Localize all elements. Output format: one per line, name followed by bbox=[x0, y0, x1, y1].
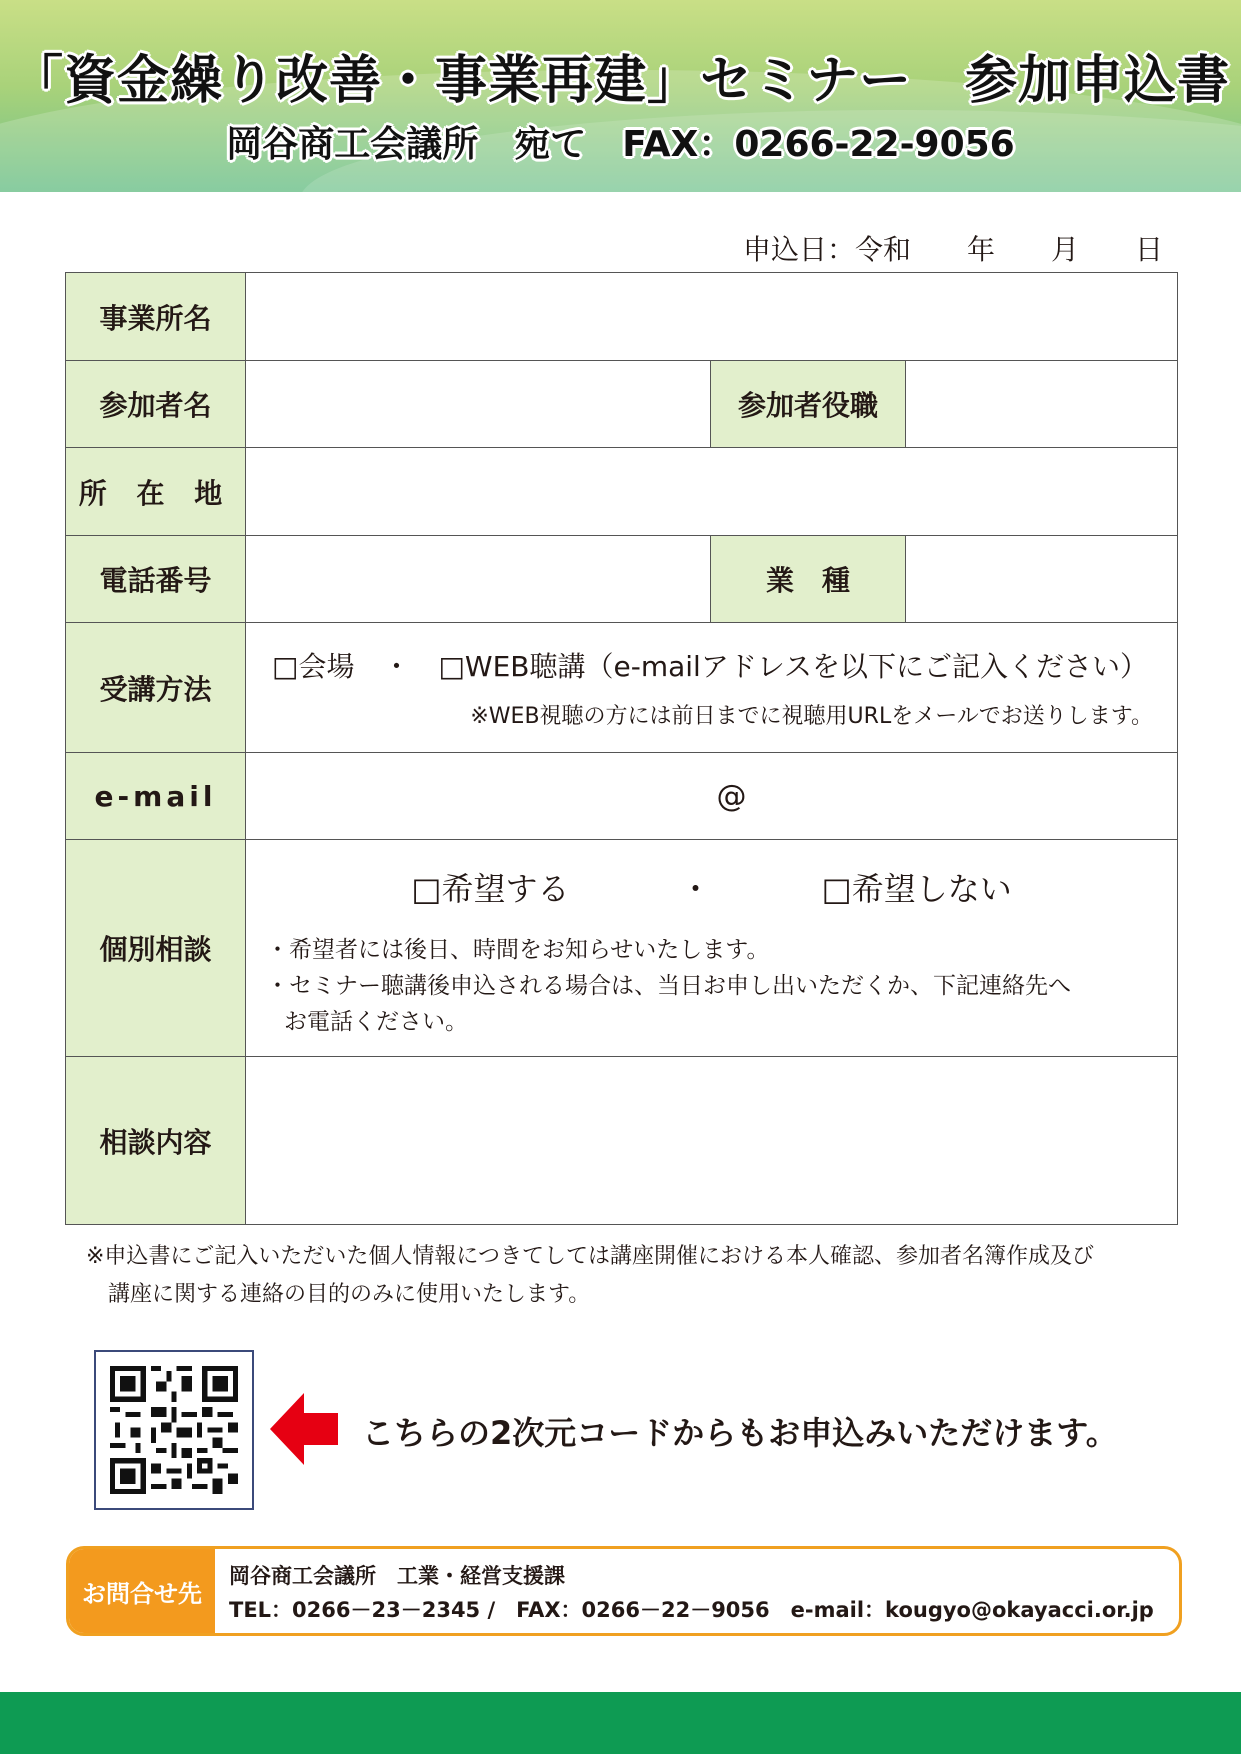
form-row bbox=[66, 753, 1178, 840]
phone-label: 電話番号 bbox=[66, 536, 246, 623]
address-label: 所 在 地 bbox=[66, 448, 246, 536]
method-field[interactable] bbox=[246, 623, 1178, 753]
form-row bbox=[66, 273, 1178, 361]
contact-tag: お問合せ先 bbox=[69, 1549, 215, 1633]
page-title: 「資金繰り改善・事業再建」セミナー 参加申込書 bbox=[10, 51, 1230, 111]
consult-yes-checkbox[interactable]: □希望する bbox=[411, 870, 570, 908]
participant-title-label: 参加者役職 bbox=[711, 361, 906, 448]
form-row bbox=[66, 623, 1178, 753]
application-form bbox=[65, 272, 1178, 1225]
email-field[interactable] bbox=[246, 753, 1178, 840]
form-row bbox=[66, 448, 1178, 536]
contact-info bbox=[215, 1549, 1168, 1633]
consult-content-field[interactable] bbox=[246, 1057, 1178, 1225]
consult-label: 個別相談 bbox=[66, 840, 246, 1057]
consult-no-checkbox[interactable]: □希望しない bbox=[821, 870, 1012, 908]
left-arrow-icon bbox=[270, 1393, 338, 1465]
header-banner bbox=[0, 0, 1241, 192]
office-name-field[interactable] bbox=[246, 273, 1178, 361]
email-label: e-mail bbox=[66, 753, 246, 840]
contact-details: TEL：0266－23－2345 / FAX：0266－22－9056 e-mail：kougyo@okayacci.or.jp bbox=[229, 1598, 1154, 1622]
office-name-label: 事業所名 bbox=[66, 273, 246, 361]
industry-field[interactable] bbox=[906, 536, 1178, 623]
contact-box bbox=[66, 1546, 1182, 1636]
footer-bar bbox=[0, 1692, 1241, 1754]
participant-name-label: 参加者名 bbox=[66, 361, 246, 448]
phone-field[interactable] bbox=[246, 536, 711, 623]
form-row bbox=[66, 536, 1178, 623]
consult-note: ・セミナー聴講後申込される場合は、当日お申し出いただくか、下記連絡先へ bbox=[266, 973, 1071, 999]
industry-label: 業 種 bbox=[711, 536, 906, 623]
qr-code-icon[interactable] bbox=[94, 1350, 254, 1510]
method-label: 受講方法 bbox=[66, 623, 246, 753]
consult-note: ・希望者には後日、時間をお知らせいたします。 bbox=[266, 937, 770, 963]
qr-instruction: こちらの2次元コードからもお申込みいただけます。 bbox=[362, 1414, 1118, 1452]
method-options[interactable]: □会場 ・ □WEB聴講（e-mailアドレスを以下にご記入ください） bbox=[272, 650, 1148, 683]
page-subtitle: 岡谷商工会議所 宛て FAX：0266-22-9056 bbox=[226, 124, 1015, 165]
consult-note: お電話ください。 bbox=[284, 1009, 468, 1035]
form-row bbox=[66, 840, 1178, 1057]
date-prefix: 申込日：令和 bbox=[742, 233, 911, 266]
participant-name-field[interactable] bbox=[246, 361, 711, 448]
consult-options bbox=[246, 864, 1177, 910]
method-note: ※WEB視聴の方には前日までに視聴用URLをメールでお送りします。 bbox=[470, 704, 1154, 729]
participant-title-field[interactable] bbox=[906, 361, 1178, 448]
privacy-notice bbox=[86, 1238, 1176, 1314]
form-row bbox=[66, 361, 1178, 448]
application-date bbox=[743, 228, 1163, 268]
privacy-line: 講座に関する連絡の目的のみに使用いたします。 bbox=[108, 1282, 591, 1307]
form-row bbox=[66, 1057, 1178, 1225]
address-field[interactable] bbox=[246, 448, 1178, 536]
consult-content-label: 相談内容 bbox=[66, 1057, 246, 1225]
consult-separator: ・ bbox=[679, 870, 712, 908]
consult-field[interactable] bbox=[246, 840, 1178, 1057]
contact-org: 岡谷商工会議所 工業・経営支援課 bbox=[229, 1564, 565, 1588]
date-day: 日 bbox=[1134, 233, 1163, 266]
date-year: 年 bbox=[966, 233, 995, 266]
email-at-sign: @ bbox=[716, 778, 747, 814]
consult-notes bbox=[246, 932, 1177, 1040]
privacy-line: ※申込書にご記入いただいた個人情報につきてしては講座開催における本人確認、参加者名簿作成及び bbox=[86, 1244, 1094, 1269]
date-month: 月 bbox=[1050, 233, 1079, 266]
